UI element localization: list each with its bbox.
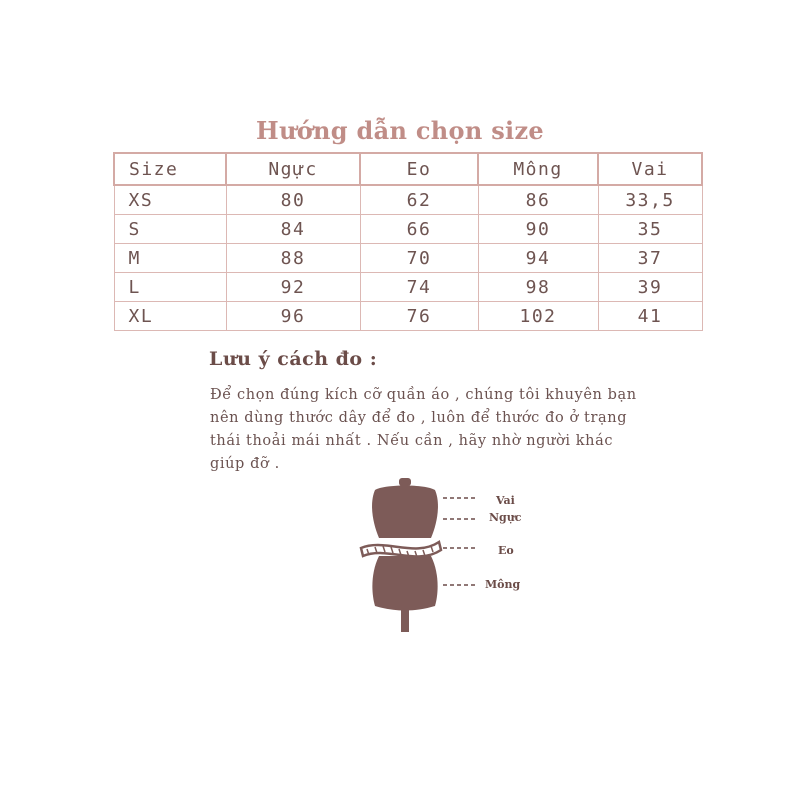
header-chest: Ngực bbox=[226, 153, 360, 185]
cell-chest: 96 bbox=[226, 302, 360, 331]
note-line: nên dùng thước dây để đo , luôn để thước đo ở trạng bbox=[210, 410, 628, 426]
cell-size: L bbox=[114, 273, 226, 302]
header-waist: Eo bbox=[360, 153, 478, 185]
cell-shoulder: 37 bbox=[598, 244, 702, 273]
label-chest: Ngực bbox=[489, 511, 522, 524]
cell-hip: 86 bbox=[478, 185, 598, 215]
cell-size: XS bbox=[114, 185, 226, 215]
cell-waist: 76 bbox=[360, 302, 478, 331]
measuring-tape-icon bbox=[361, 542, 441, 557]
table-row bbox=[114, 215, 702, 244]
header-shoulder: Vai bbox=[598, 153, 702, 185]
table-row bbox=[114, 185, 702, 215]
label-hip: Mông bbox=[485, 578, 521, 591]
cell-waist: 66 bbox=[360, 215, 478, 244]
measurement-note bbox=[210, 384, 650, 476]
cell-waist: 62 bbox=[360, 185, 478, 215]
table-header-row bbox=[114, 153, 702, 185]
label-shoulder: Vai bbox=[496, 494, 515, 507]
page-title: Hướng dẫn chọn size bbox=[256, 116, 544, 145]
cell-waist: 74 bbox=[360, 273, 478, 302]
cell-shoulder: 41 bbox=[598, 302, 702, 331]
cell-hip: 98 bbox=[478, 273, 598, 302]
size-table bbox=[113, 152, 703, 331]
measurement-note-heading: Lưu ý cách đo : bbox=[209, 348, 378, 370]
cell-chest: 92 bbox=[226, 273, 360, 302]
label-waist: Eo bbox=[498, 544, 514, 557]
cell-chest: 84 bbox=[226, 215, 360, 244]
header-size: Size bbox=[114, 153, 226, 185]
cell-chest: 88 bbox=[226, 244, 360, 273]
cell-shoulder: 33,5 bbox=[598, 185, 702, 215]
note-line: Để chọn đúng kích cỡ quần áo , chúng tôi khuyên bạn bbox=[210, 387, 637, 403]
cell-chest: 80 bbox=[226, 185, 360, 215]
table-row bbox=[114, 302, 702, 331]
cell-hip: 90 bbox=[478, 215, 598, 244]
cell-shoulder: 39 bbox=[598, 273, 702, 302]
note-line: thái thoải mái nhất . Nếu cần , hãy nhờ người khác bbox=[210, 433, 614, 449]
cell-hip: 102 bbox=[478, 302, 598, 331]
cell-size: S bbox=[114, 215, 226, 244]
cell-shoulder: 35 bbox=[598, 215, 702, 244]
cell-waist: 70 bbox=[360, 244, 478, 273]
cell-hip: 94 bbox=[478, 244, 598, 273]
header-hip: Mông bbox=[478, 153, 598, 185]
cell-size: M bbox=[114, 244, 226, 273]
cell-size: XL bbox=[114, 302, 226, 331]
note-line: giúp đỡ . bbox=[210, 456, 280, 472]
mannequin-figure bbox=[355, 476, 555, 636]
table-row bbox=[114, 244, 702, 273]
table-row bbox=[114, 273, 702, 302]
